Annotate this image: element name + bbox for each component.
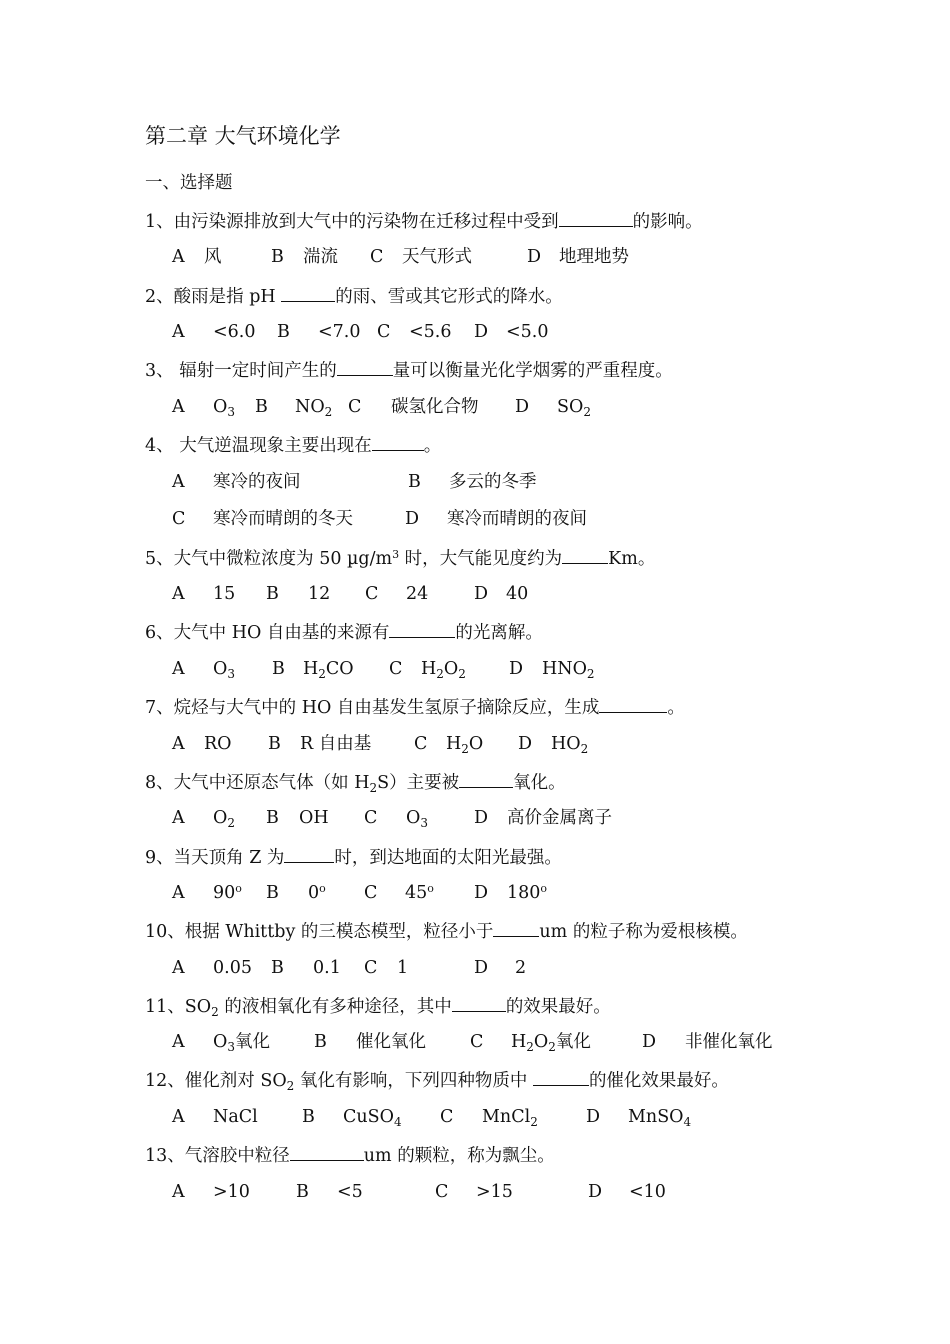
option-text: 风: [204, 247, 222, 267]
text-span: 的催化效果最好。: [588, 1071, 729, 1091]
option-text: [507, 882, 547, 904]
option-text: <10: [629, 1182, 666, 1202]
option-text: B: [408, 472, 421, 492]
text-span: O: [533, 1032, 549, 1052]
text-span: 7、烷烃与大气中的 HO 自由基发生氢原子摘除反应，生成: [145, 698, 600, 718]
option-text: A: [172, 584, 185, 604]
text-span: H: [446, 734, 462, 754]
text-span: 时，大气能见度约为: [399, 549, 563, 569]
text-span: 2: [324, 405, 333, 419]
option-text: B: [255, 397, 268, 417]
text-span: 氧化: [555, 1032, 591, 1052]
question-5: [145, 546, 655, 570]
question-10: [145, 919, 748, 943]
option-text: A: [172, 883, 185, 903]
text-span: H: [511, 1032, 527, 1052]
option-text: OH: [299, 808, 329, 828]
option-text: C: [414, 734, 428, 754]
question-13: [145, 1143, 555, 1167]
text-span: 8、大气中还原态气体（如 H: [145, 773, 370, 793]
text-span: 的液相氧化有多种途径，其中: [218, 997, 452, 1017]
text-span: um 的粒子称为爱根核模。: [539, 922, 748, 942]
text-span: O: [213, 808, 228, 828]
text-span: 2: [369, 781, 378, 795]
option-text: B: [271, 247, 284, 267]
option-text: [213, 882, 242, 904]
option-text: B: [266, 883, 279, 903]
option-text: D: [509, 659, 524, 679]
option-text: A: [172, 247, 185, 267]
text-span: 的影响。: [632, 212, 703, 232]
option-text: [511, 1031, 591, 1053]
text-span: MnSO: [628, 1107, 684, 1127]
text-span: CuSO: [343, 1107, 394, 1127]
text-span: 0: [308, 883, 320, 903]
option-text: B: [272, 659, 285, 679]
option-text: 0.1: [313, 958, 341, 978]
text-span: 2: [458, 667, 466, 681]
option-text: C: [348, 397, 362, 417]
answer-blank: [562, 546, 608, 564]
option-text: B: [266, 808, 279, 828]
option-text: [213, 1031, 270, 1053]
text-span: 2: [526, 1040, 534, 1054]
question-9: [145, 845, 562, 869]
text-span: 2: [436, 667, 444, 681]
answer-blank: [452, 994, 506, 1012]
option-text: B: [268, 734, 281, 754]
text-span: 3、 辐射一定时间产生的: [145, 361, 337, 381]
text-span: 180: [507, 883, 541, 903]
text-span: o: [427, 882, 434, 895]
option-text: 非催化氧化: [685, 1032, 773, 1052]
option-text: C: [370, 247, 384, 267]
option-text: 15: [213, 584, 236, 604]
option-text: C: [377, 322, 391, 342]
option-text: [551, 733, 588, 755]
option-text: 寒冷而晴朗的夜间: [447, 509, 587, 529]
option-text: <7.0: [318, 322, 361, 342]
answer-blank: [389, 620, 455, 638]
text-span: 4: [683, 1115, 692, 1129]
option-text: 高价金属离子: [507, 808, 612, 828]
option-text: >10: [213, 1182, 250, 1202]
text-span: 2、酸雨是指 pH: [145, 287, 282, 307]
text-span: 9、当天顶角 Z 为: [145, 848, 285, 868]
option-text: D: [405, 509, 420, 529]
option-text: RO: [204, 734, 232, 754]
question-11: [145, 994, 611, 1018]
text-span: 2: [548, 1040, 556, 1054]
option-text: [482, 1106, 538, 1128]
text-span: 3: [420, 816, 428, 830]
text-span: 2: [530, 1115, 538, 1129]
option-text: A: [172, 322, 185, 342]
option-text: 碳氢化合物: [391, 397, 479, 417]
option-text: A: [172, 397, 185, 417]
text-span: 2: [286, 1079, 295, 1093]
answer-blank: [559, 209, 633, 227]
text-span: O: [468, 734, 484, 754]
answer-blank: [533, 1068, 589, 1086]
text-span: 2: [586, 667, 595, 681]
option-text: C: [440, 1107, 454, 1127]
option-text: A: [172, 808, 185, 828]
text-span: 3: [227, 405, 235, 419]
option-text: C: [435, 1182, 449, 1202]
question-7: [145, 695, 685, 719]
option-text: 地理地势: [559, 247, 629, 267]
option-text: A: [172, 1182, 185, 1202]
text-span: 90: [213, 883, 236, 903]
option-text: D: [588, 1182, 603, 1202]
option-text: [213, 396, 235, 418]
question-6: [145, 620, 543, 644]
option-text: D: [586, 1107, 601, 1127]
option-text: >15: [476, 1182, 513, 1202]
option-text: 多云的冬季: [449, 472, 537, 492]
option-text: B: [296, 1182, 309, 1202]
question-4: [145, 433, 441, 457]
text-span: 2: [318, 667, 326, 681]
option-text: A: [172, 958, 185, 978]
chapter-title: 第二章 大气环境化学: [145, 124, 341, 148]
option-text: C: [389, 659, 403, 679]
text-span: 4、 大气逆温现象主要出现在: [145, 436, 372, 456]
text-span: o: [319, 882, 326, 895]
text-span: 2: [583, 405, 591, 419]
question-2: [145, 284, 563, 308]
text-span: 氧化有影响，下列四种物质中: [294, 1071, 533, 1091]
option-text: 12: [308, 584, 331, 604]
option-text: A: [172, 659, 185, 679]
text-span: 3: [227, 1040, 235, 1054]
answer-blank: [372, 433, 424, 451]
option-text: [303, 658, 354, 680]
option-text: [446, 733, 483, 755]
text-span: HO: [551, 734, 581, 754]
option-text: 催化氧化: [356, 1032, 426, 1052]
text-span: 量可以衡量光化学烟雾的严重程度。: [392, 361, 673, 381]
text-span: H: [303, 659, 319, 679]
option-text: A: [172, 734, 185, 754]
option-text: D: [474, 958, 489, 978]
option-text: A: [172, 1107, 185, 1127]
option-text: B: [302, 1107, 315, 1127]
option-text: C: [172, 509, 186, 529]
option-text: B: [314, 1032, 327, 1052]
option-text: C: [470, 1032, 484, 1052]
option-text: B: [277, 322, 290, 342]
option-text: 寒冷的夜间: [213, 472, 301, 492]
text-span: 10、根据 Whittby 的三模态模型，粒径小于: [145, 922, 494, 942]
option-text: [308, 882, 326, 904]
option-text: B: [266, 584, 279, 604]
answer-blank: [599, 695, 667, 713]
answer-blank: [290, 1143, 364, 1161]
section-title: 一、选择题: [145, 173, 233, 193]
text-span: 2: [461, 742, 469, 756]
answer-blank: [284, 845, 334, 863]
answer-blank: [493, 919, 539, 937]
text-span: o: [235, 882, 242, 895]
answer-blank: [459, 770, 513, 788]
text-span: 45: [405, 883, 428, 903]
text-span: 2: [211, 1005, 219, 1019]
text-span: O: [213, 659, 228, 679]
text-span: 3: [392, 548, 400, 561]
text-span: O: [213, 397, 228, 417]
option-text: [405, 882, 434, 904]
question-12: [145, 1068, 729, 1092]
text-span: 6、大气中 HO 自由基的来源有: [145, 623, 390, 643]
text-span: 氧化。: [513, 773, 566, 793]
option-text: R 自由基: [300, 734, 372, 754]
option-text: D: [474, 808, 489, 828]
text-span: 13、气溶胶中粒径: [145, 1146, 290, 1166]
text-span: NO: [295, 397, 325, 417]
text-span: O: [213, 1032, 228, 1052]
option-text: D: [474, 883, 489, 903]
option-text: 2: [515, 958, 527, 978]
question-8: [145, 770, 566, 794]
text-span: S）主要被: [377, 773, 460, 793]
option-text: 1: [397, 958, 409, 978]
text-span: O: [406, 808, 421, 828]
option-text: C: [364, 958, 378, 978]
option-text: [406, 807, 428, 829]
text-span: 的效果最好。: [505, 997, 611, 1017]
option-text: D: [515, 397, 530, 417]
text-span: Km。: [608, 549, 656, 569]
answer-blank: [337, 358, 393, 376]
option-text: D: [474, 322, 489, 342]
option-text: 0.05: [213, 958, 252, 978]
option-text: D: [527, 247, 542, 267]
option-text: <5.6: [409, 322, 452, 342]
option-text: NaCl: [213, 1107, 258, 1127]
text-span: 5、大气中微粒浓度为 50 µg/m: [145, 549, 393, 569]
text-span: 。: [423, 436, 442, 456]
text-span: 2: [227, 816, 235, 830]
text-span: 4: [394, 1115, 402, 1129]
answer-blank: [281, 284, 335, 302]
option-text: <5.0: [506, 322, 549, 342]
option-text: [421, 658, 466, 680]
option-text: B: [271, 958, 284, 978]
option-text: 寒冷而晴朗的冬天: [213, 509, 353, 529]
option-text: C: [364, 808, 378, 828]
text-span: um 的颗粒，称为飘尘。: [363, 1146, 555, 1166]
option-text: C: [364, 883, 378, 903]
option-text: [213, 807, 235, 829]
text-span: 时，到达地面的太阳光最强。: [334, 848, 562, 868]
option-text: <5: [337, 1182, 363, 1202]
option-text: D: [474, 584, 489, 604]
question-3: [145, 358, 673, 382]
text-span: HNO: [542, 659, 587, 679]
option-text: D: [518, 734, 533, 754]
option-text: D: [642, 1032, 657, 1052]
option-text: [628, 1106, 691, 1128]
option-text: [542, 658, 595, 680]
text-span: 11、SO: [145, 997, 212, 1017]
option-text: C: [365, 584, 379, 604]
text-span: 的雨、雪或其它形式的降水。: [335, 287, 563, 307]
option-text: <6.0: [213, 322, 256, 342]
text-span: H: [421, 659, 437, 679]
text-span: 。: [667, 698, 685, 718]
text-span: 3: [227, 667, 235, 681]
text-span: O: [443, 659, 459, 679]
option-text: A: [172, 472, 185, 492]
text-span: 1、由污染源排放到大气中的污染物在迁移过程中受到: [145, 212, 559, 232]
text-span: MnCl: [482, 1107, 531, 1127]
option-text: [213, 658, 235, 680]
text-span: 2: [580, 742, 589, 756]
option-text: [295, 396, 332, 418]
option-text: 24: [406, 584, 429, 604]
option-text: [557, 396, 591, 418]
text-span: SO: [557, 397, 584, 417]
option-text: 40: [506, 584, 529, 604]
option-text: 湍流: [303, 247, 338, 267]
option-text: A: [172, 1032, 185, 1052]
question-1: [145, 209, 703, 233]
option-text: [343, 1106, 402, 1128]
text-span: CO: [325, 659, 354, 679]
text-span: 的光离解。: [455, 623, 543, 643]
text-span: 氧化: [235, 1032, 270, 1052]
option-text: 天气形式: [402, 247, 472, 267]
text-span: 12、催化剂对 SO: [145, 1071, 287, 1091]
text-span: o: [540, 882, 548, 895]
